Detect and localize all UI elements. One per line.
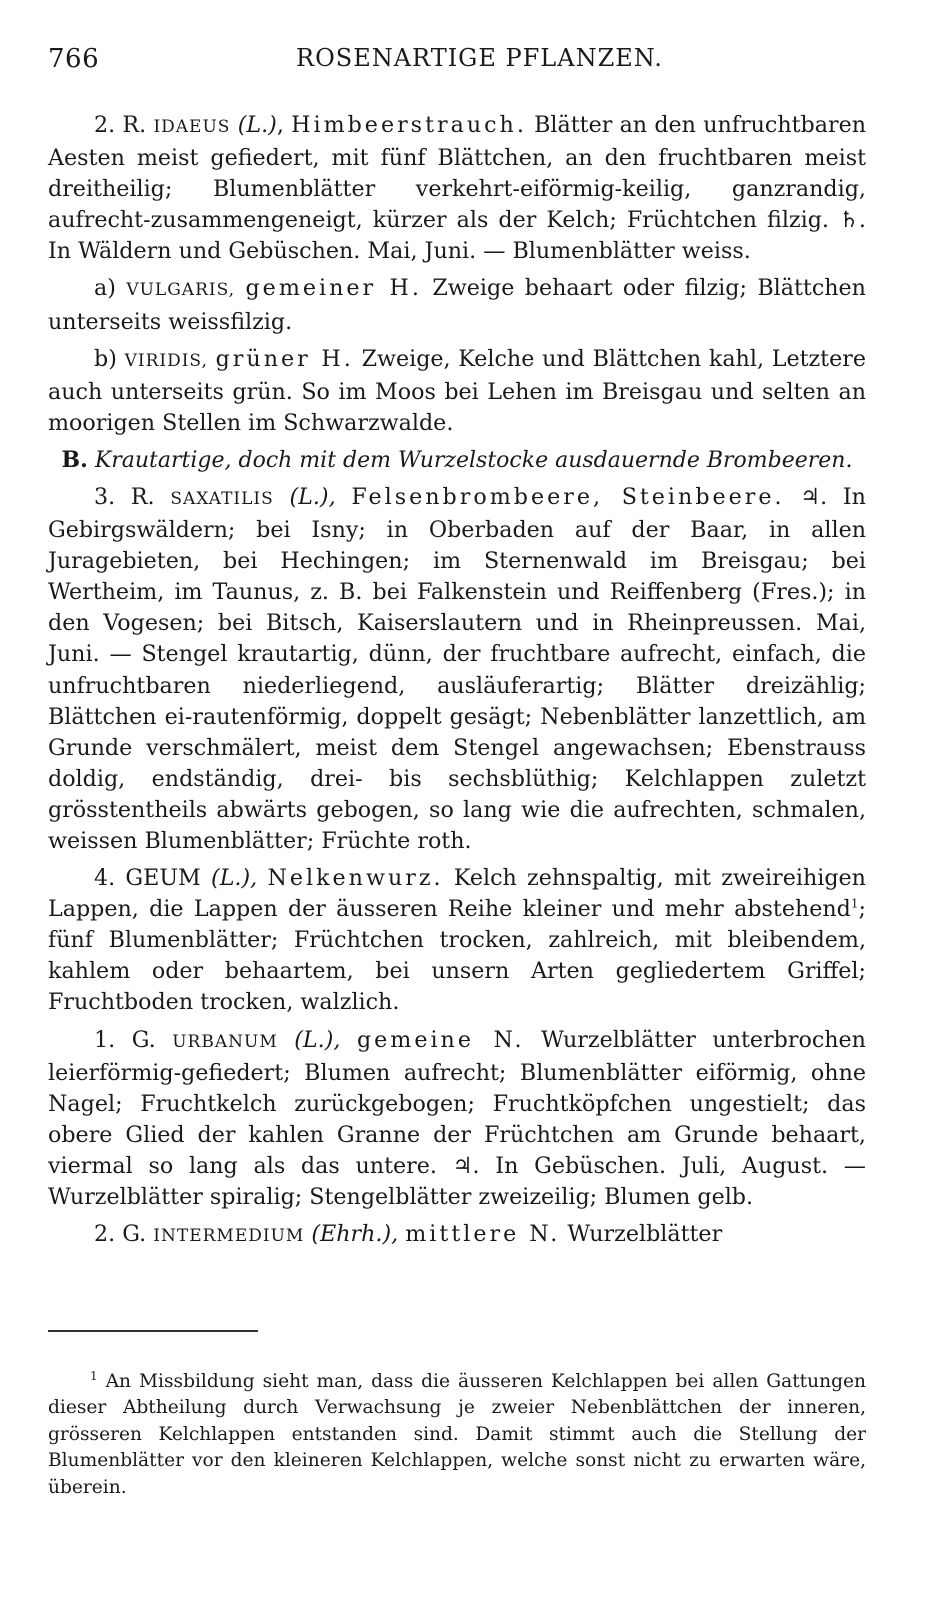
description-text: ♃. In Gebirgswäldern; bei Isny; in Oberbaden auf der Baar, in allen Juragebieten, bei Hechingen; im Sternenwald im Breisgau; bei Wertheim, im Taunus, z. B. bei Falkenstein und Reiffenberg (Fres.); in den Vogesen; bei Bitsch, Kaiserslautern und in Rheinpreussen. Mai, Juni. — Stengel krautartig, dünn, der fruchtbare aufrecht, einfach, die unfruchtbaren niederliegend, ausläuferartig; Blätter dreizählig; Blättchen ei-rautenförmig, doppelt gesägt; Nebenblätter lanzettlich, am Grunde verschmälert, meist dem Stengel angewachsen; Ebenstrauss doldig, endständig, drei- bis sechsblüthig; Kelchlappen zuletzt grösstentheils abwärts gebogen, so lang wie die aufrechten, schmalen, weissen Blumenblätter; Früchte roth. [48,483,866,854]
footnote [48,1369,866,1502]
entry-number: 2. G. [94,1221,147,1248]
species-name: IDAEUS [153,117,231,137]
entry-rubus-saxatilis [48,482,866,857]
description-text: Kelch zehnspaltig, mit zweireihigen Lappen, die Lappen der äusseren Reihe kleiner und mehr abstehend [48,865,866,923]
entry-rubus-idaeus: 2. R. IDAEUS (L.), Himbeerstrauch. Blätter an den unfruchtbaren Aesten meist gefiedert, mit fünf Blättchen, an den fruchtbaren meist dreitheilig; Blumenblätter verkehrt-eiförmig-keilig, ganzrandig, aufrecht-zusammengeneigt, kürzer als der Kelch; Früchtchen filzig. ♄. In Wäldern und Gebüschen. Mai, Juni. — Blumenblätter weiss. [48,112,866,265]
footnote-number: 1 [90,1368,98,1383]
variety-name: VIRIDIS, [124,350,208,371]
variety-name: VULGARIS, [126,280,236,301]
species-name: SAXATILIS [170,488,274,509]
common-name: grüner H. [215,345,354,372]
entry-var-vulgaris [48,273,866,337]
entry-number: 2. R. [94,112,147,138]
page-body [48,110,866,1258]
entry-number: 1. G. [94,1026,156,1053]
page-header [48,44,866,84]
section-title: Krautartige, doch mit dem Wurzelstocke ausdauernde Brombeeren. [94,447,853,473]
description-text: Wurzelblätter [567,1221,723,1248]
description-text: Zweige behaart oder filzig; Blättchen unterseits weissfilzig. [48,275,866,335]
author-abbrev: (L.), [211,865,258,892]
species-name: INTERMEDIUM [153,1226,305,1247]
entry-number: 3. R. [94,483,155,510]
common-name: mittlere N. [405,1221,561,1248]
author-abbrev: (L.), [294,1026,341,1053]
footnote-text: An Missbildung sieht man, dass die äusseren Kelchlappen bei allen Gattungen dieser Abtheilung durch Verwachsung je zweier Nebenblättchen der inneren, grösseren Kelchlappen entstanden sind. Damit stimmt auch die Stellung der Blumenblätter vor den kleineren Kelchlappen, welche sonst nicht zu erwarten wäre, überein. [48,1370,866,1498]
author-abbrev: (L.) [237,112,277,138]
author-abbrev: (L.), [289,483,336,510]
entry-number: a) [94,275,116,302]
description-text: Wurzelblätter unterbrochen leierförmig-gefiedert; Blumen aufrecht; Blumenblätter eiförmig, ohne Nagel; Fruchtkelch zurückgebogen; Fruchtköpfchen ungestielt; das obere Glied der kahlen Granne der Früchtchen am Grunde behaart, viermal so lang als das untere. ♃. In Gebüschen. Juli, August. — Wurzelblätter spiralig; Stengelblätter zweizeilig; Blumen gelb. [48,1026,866,1210]
entry-number: b) [94,345,117,372]
entry-geum-intermedium [48,1219,866,1252]
common-name: Felsenbrombeere, Steinbeere. [351,483,785,510]
page-number: 766 [48,44,100,74]
description-text-cont: ; fünf Blumenblätter; Früchtchen trocken, zahlreich, mit bleibendem, kahlem oder behaartem, bei unsern Arten gegliedertem Griffel; Fruchtboden trocken, walzlich. [48,896,866,1016]
entry-geum-urbanum [48,1025,866,1214]
common-name: gemeine N. [356,1026,525,1053]
description-text: Zweige, Kelche und Blättchen kahl, Letztere auch unterseits grün. So im Moos bei Lehen im Breisgau und selten an moorigen Stellen im Schwarzwalde. [48,345,866,436]
running-head: ROSENARTIGE PFLANZEN. [296,44,663,72]
common-name: Nelkenwurz. [267,865,444,892]
species-name: URBANUM [172,1031,278,1052]
footnote-marker: 1 [850,896,859,911]
description-text: Blätter an den unfruchtbaren Aesten meist gefiedert, mit fünf Blättchen, an den fruchtbaren meist dreitheilig; Blumenblätter verkehrt-eiförmig-keilig, ganzrandig, aufrecht-zusammengeneigt, kürzer als der Kelch; Früchtchen filzig. ♄. In Wäldern und Gebüschen. Mai, Juni. — Blumenblätter weiss. [48,112,866,265]
footnote-rule [48,1330,258,1332]
entry-var-viridis [48,344,866,439]
common-name: Himbeerstrauch. [291,112,527,138]
common-name: gemeiner H. [245,275,422,302]
genus-heading: 4. GEUM [94,865,201,892]
section-label: B. [61,446,88,473]
entry-genus-geum [48,863,866,1018]
author-abbrev: (Ehrh.), [311,1221,399,1248]
section-heading [48,445,866,476]
